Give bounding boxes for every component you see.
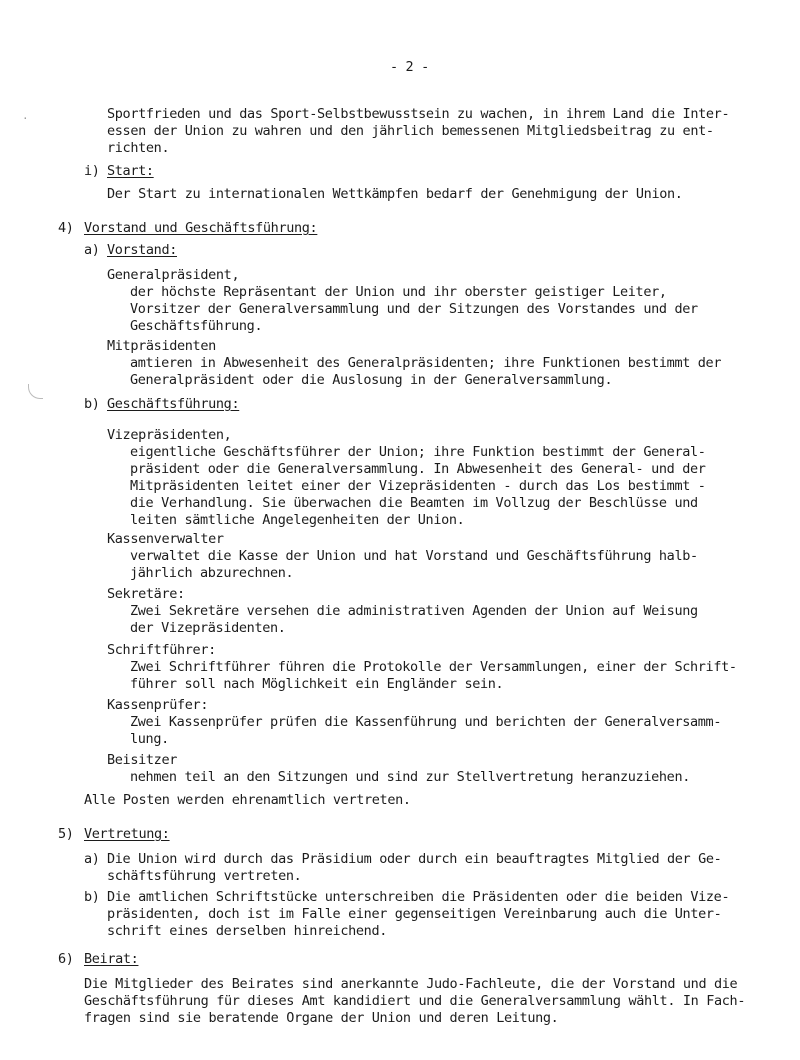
paragraph-line: Vorsitzer der Generalversammlung und der Sitzungen des Vorstandes und der bbox=[130, 301, 698, 317]
paragraph-line: Mitpräsidenten leitet einer der Vizepräsidenten - durch das Los bestimmt - bbox=[130, 478, 706, 494]
paragraph-line: Geschäftsführung. bbox=[130, 318, 263, 334]
paragraph-line: amtieren in Abwesenheit des Generalpräsidenten; ihre Funktionen bestimmt der bbox=[130, 355, 722, 371]
role-label: Vizepräsidenten, bbox=[107, 427, 232, 443]
subsection-heading: Geschäftsführung: bbox=[107, 396, 240, 412]
margin-mark bbox=[28, 384, 43, 399]
paragraph-line: eigentliche Geschäftsführer der Union; ihre Funktion bestimmt der General- bbox=[130, 444, 706, 460]
list-marker: b) bbox=[84, 889, 100, 905]
role-label: Schriftführer: bbox=[107, 642, 216, 658]
section-heading: Beirat: bbox=[84, 951, 139, 967]
paragraph-line: essen der Union zu wahren und den jährlich bemessenen Mitgliedsbeitrag zu ent- bbox=[107, 123, 714, 139]
paragraph-line: schäftsführung vertreten. bbox=[107, 868, 302, 884]
role-label: Beisitzer bbox=[107, 752, 177, 768]
paragraph-line: leiten sämtliche Angelegenheiten der Union. bbox=[130, 512, 465, 528]
paragraph-line: fragen sind sie beratende Organe der Union und deren Leitung. bbox=[84, 1010, 559, 1026]
section-heading: Vorstand und Geschäftsführung: bbox=[84, 220, 318, 236]
paragraph-line: Geschäftsführung für dieses Amt kandidiert und die Generalversammlung wählt. In Fach- bbox=[84, 993, 746, 1009]
list-marker: a) bbox=[84, 851, 100, 867]
paragraph-line: Generalpräsident oder die Auslosung in der Generalversammlung. bbox=[130, 372, 613, 388]
paragraph-line: Zwei Schriftführer führen die Protokolle der Versammlungen, einer der Schrift- bbox=[130, 659, 737, 675]
role-label: Kassenprüfer: bbox=[107, 697, 209, 713]
paragraph-line: schrift eines derselben hinreichend. bbox=[107, 923, 387, 939]
role-label: Generalpräsident, bbox=[107, 267, 240, 283]
section-heading: Vertretung: bbox=[84, 826, 170, 842]
paragraph-line: der Vizepräsidenten. bbox=[130, 620, 286, 636]
section-number: 6) bbox=[58, 951, 74, 967]
paragraph-line: Alle Posten werden ehrenamtlich vertreten. bbox=[84, 792, 411, 808]
list-marker: i) bbox=[84, 163, 100, 179]
list-marker: b) bbox=[84, 396, 100, 412]
paragraph-line: Der Start zu internationalen Wettkämpfen bedarf der Genehmigung der Union. bbox=[107, 186, 683, 202]
paragraph-line: jährlich abzurechnen. bbox=[130, 565, 294, 581]
list-marker: a) bbox=[84, 242, 100, 258]
paragraph-line: führer soll nach Möglichkeit ein Engländer sein. bbox=[130, 676, 504, 692]
paragraph-line: Sportfrieden und das Sport-Selbstbewusstsein zu wachen, in ihrem Land die Inter- bbox=[107, 106, 730, 122]
paragraph-line: Die Mitglieder des Beirates sind anerkannte Judo-Fachleute, die der Vorstand und die bbox=[84, 976, 738, 992]
subsection-heading: Vorstand: bbox=[107, 242, 177, 258]
role-label: Kassenverwalter bbox=[107, 531, 224, 547]
paragraph-line: lung. bbox=[130, 731, 169, 747]
paragraph-line: nehmen teil an den Sitzungen und sind zur Stellvertretung heranzuziehen. bbox=[130, 769, 690, 785]
margin-speck: · bbox=[22, 112, 29, 125]
section-heading: Start: bbox=[107, 163, 154, 179]
paragraph-line: präsidenten, doch ist im Falle einer gegenseitigen Vereinbarung auch die Unter- bbox=[107, 906, 722, 922]
paragraph-line: Zwei Kassenprüfer prüfen die Kassenführung und berichten der Generalversamm- bbox=[130, 714, 722, 730]
section-number: 4) bbox=[58, 220, 74, 236]
paragraph-line: Zwei Sekretäre versehen die administrativen Agenden der Union auf Weisung bbox=[130, 603, 698, 619]
page-number: - 2 - bbox=[390, 59, 429, 75]
paragraph-line: der höchste Repräsentant der Union und ihr oberster geistiger Leiter, bbox=[130, 284, 667, 300]
role-label: Mitpräsidenten bbox=[107, 338, 216, 354]
paragraph-line: Die Union wird durch das Präsidium oder durch ein beauftragtes Mitglied der Ge- bbox=[107, 851, 722, 867]
paragraph-line: die Verhandlung. Sie überwachen die Beamten im Vollzug der Beschlüsse und bbox=[130, 495, 698, 511]
paragraph-line: verwaltet die Kasse der Union und hat Vorstand und Geschäftsführung halb- bbox=[130, 548, 698, 564]
paragraph-line: präsident oder die Generalversammlung. In Abwesenheit des General- und der bbox=[130, 461, 706, 477]
role-label: Sekretäre: bbox=[107, 586, 185, 602]
paragraph-line: Die amtlichen Schriftstücke unterschreiben die Präsidenten oder die beiden Vize- bbox=[107, 889, 730, 905]
paragraph-line: richten. bbox=[107, 140, 170, 156]
section-number: 5) bbox=[58, 826, 74, 842]
